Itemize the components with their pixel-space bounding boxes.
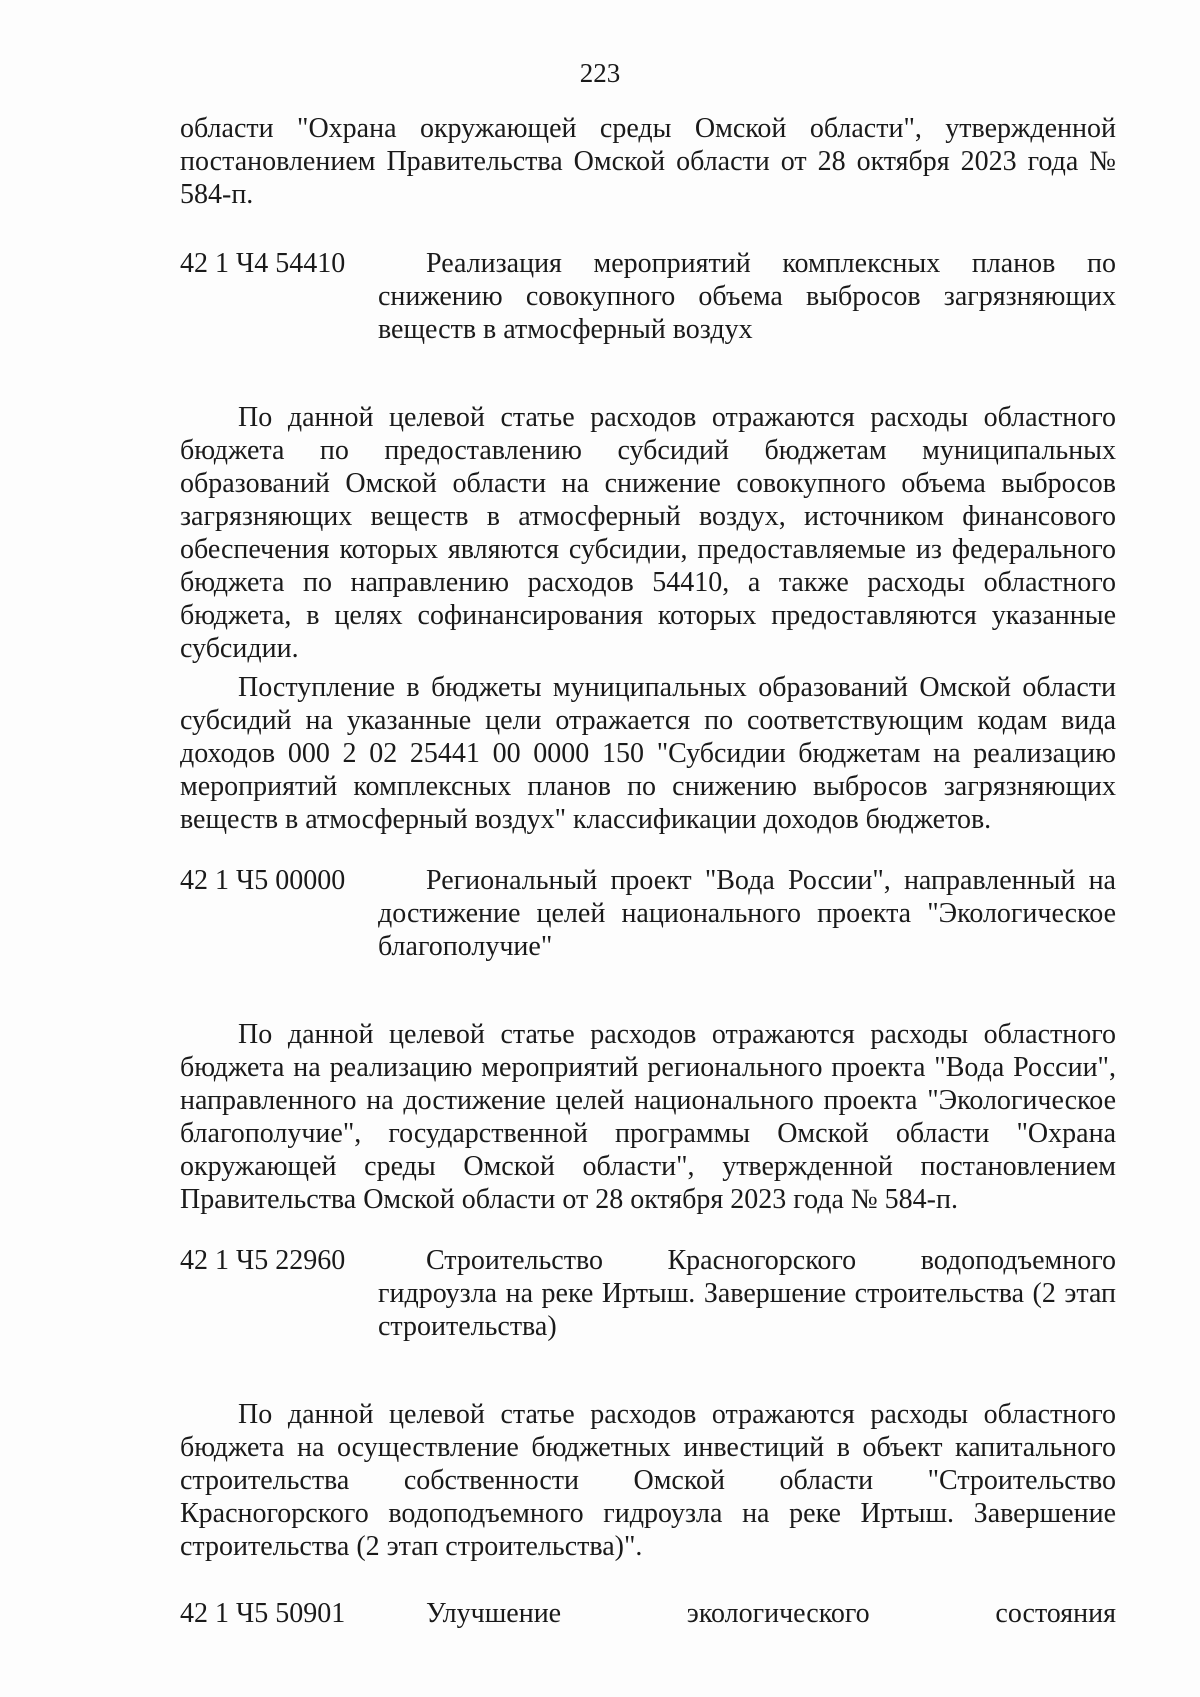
entry-description-paragraph: Поступление в бюджеты муниципальных образований Омской области субсидий на указанные цели отражается по соответствующим кодам вида доходов 000 2 02 25441 00 0000 150 "Субсидии бюджетам на реализацию мероприятий комплексных планов по снижению выбросов загрязняющих веществ в атмосферный воздух" классификации доходов бюджетов. [180, 672, 1116, 835]
entry-code: 42 1 Ч5 22960 [180, 1245, 346, 1276]
entry-description-paragraph: По данной целевой статье расходов отражаются расходы областного бюджета на реализацию мероприятий регионального проекта "Вода России", направленного на достижение целей национального проекта "Экологическое благополучие", государственной программы Омской области "Охрана окружающей среды Омской области", утвержденной постановлением Правительства Омской области от 28 октября 2023 года № 584-п. [180, 1019, 1116, 1215]
entry-title: Улучшение экологического состояния [426, 1598, 1116, 1629]
entry-title: Строительство Красногорского водоподъемного гидроузла на реке Иртыш. Завершение строительства (2 этап строительства) [378, 1245, 1116, 1342]
budget-entry-ch5-22960 [180, 1244, 1116, 1343]
entry-code: 42 1 Ч5 00000 [180, 865, 346, 896]
intro-paragraph: области "Охрана окружающей среды Омской области", утвержденной постановлением Правительства Омской области от 28 октября 2023 года № 584-п. [180, 113, 1116, 210]
entry-code: 42 1 Ч4 54410 [180, 248, 346, 279]
budget-entry-ch5-00000 [180, 864, 1116, 963]
entry-description-paragraph: По данной целевой статье расходов отражаются расходы областного бюджета по предоставлению субсидий бюджетам муниципальных образований Омской области на снижение совокупного объема выбросов загрязняющих веществ в атмосферный воздух, источником финансового обеспечения которых являются субсидии, предоставляемые из федерального бюджета по направлению расходов 54410, а также расходы областного бюджета, в целях софинансирования которых предоставляются указанные субсидии. [180, 402, 1116, 664]
page-number: 223 [579, 58, 621, 88]
entry-description-paragraph: По данной целевой статье расходов отражаются расходы областного бюджета на осуществление бюджетных инвестиций в объект капитального строительства собственности Омской области "Строительство Красногорского водоподъемного гидроузла на реке Иртыш. Завершение строительства (2 этап строительства)". [180, 1399, 1116, 1562]
document-body [180, 112, 1116, 1630]
entry-title: Реализация мероприятий комплексных планов по снижению совокупного объема выбросов загрязняющих веществ в атмосферный воздух [378, 248, 1116, 345]
budget-entry-ch5-50901 [180, 1597, 1116, 1630]
budget-entry-ch4-54410 [180, 247, 1116, 346]
entry-title: Региональный проект "Вода России", направленный на достижение целей национального проекта "Экологическое благополучие" [378, 865, 1116, 962]
entry-code: 42 1 Ч5 50901 [180, 1598, 346, 1629]
